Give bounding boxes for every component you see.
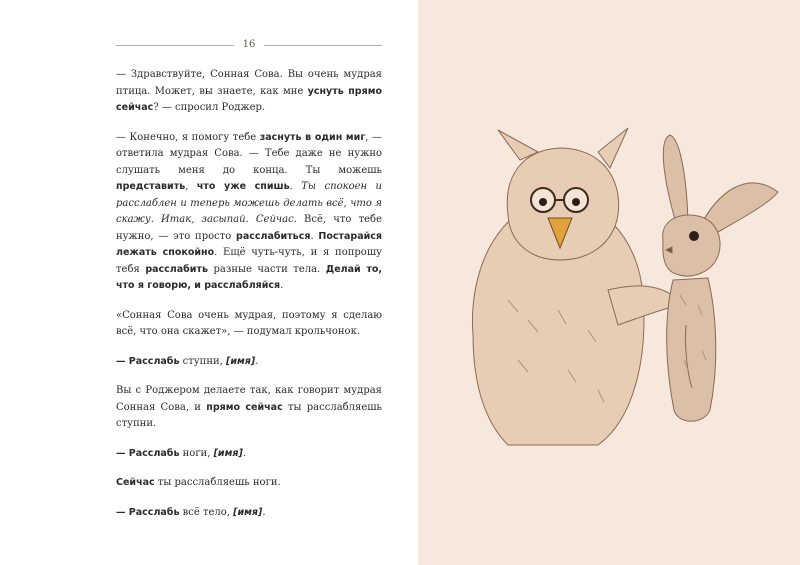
text-run: . [289,181,302,192]
text-run: ты расслабляешь ступни. [116,401,383,429]
bold-text: прямо сейчас [206,401,283,413]
text-run: разные части тела. [207,263,326,275]
bold-text: расслабить [145,263,208,275]
bold-italic-text: [имя] [226,355,256,367]
text-run: ты расслабляешь ноги. [154,477,281,488]
text-run: ? — спросил Роджер. [153,102,266,113]
text-run: Вы с Роджером делаете так, как говорит мудрая Сонная Сова, и [116,385,382,413]
bold-italic-text: [имя] [213,447,243,459]
rabbit-eye [689,231,699,241]
right-page [418,0,800,565]
text-run: — Здравствуйте, Сонная Сова. Вы очень мудрая птица. Может, вы знаете, как мне [116,69,382,97]
paragraph [116,308,382,341]
rabbit-body [667,278,716,421]
text-run: ступни, [179,355,227,367]
bold-text: — Расслабь [116,355,180,367]
owl-and-rabbit-illustration [448,120,798,450]
paragraph [116,505,382,522]
text-run: . [255,355,259,367]
text-run: . [280,280,284,291]
owl-figure [472,128,680,445]
text-run: всё тело, [179,506,234,518]
paragraph [116,383,382,433]
owl-eye-right [572,198,580,206]
owl-ear-right [598,128,628,168]
text-run: . [310,230,319,242]
text-run: — Конечно, я помогу тебе [116,131,260,143]
text-run: Всё, что тебе нужно, — это просто [116,214,382,242]
bold-text: — Расслабь [116,506,180,518]
text-run: . [242,447,246,459]
bold-text: уснуть прямо сейчас [116,85,382,113]
bold-text: — Расслабь [116,447,180,459]
rabbit-figure [663,135,778,421]
bold-text: представить [116,181,186,192]
paragraph [116,475,382,492]
italic-text: Ты спокоен и расслаблен и теперь можешь делать всё, что я скажу. Итак, засыпай. Сейчас. [116,181,382,225]
header-rule-right [264,45,382,46]
text-run: . [262,506,266,518]
text-run: ноги, [179,447,214,459]
bold-text: Сейчас [116,477,155,488]
bold-text: расслабиться [236,230,311,242]
rabbit-head [663,215,720,276]
text-run: . Ещё чуть-чуть, и я попрошу тебя [116,247,383,275]
paragraph [116,67,382,117]
paragraph [116,446,382,463]
text-run: , [185,181,197,192]
bold-text: Постарайся лежать спокойно [116,230,382,258]
bold-text: Делай то, что я говорю, и расслабляйся [116,263,382,291]
body-text [116,67,382,534]
bold-italic-text: [имя] [233,506,263,518]
page-header [116,37,382,53]
paragraph [116,130,382,295]
bold-text: что уже спишь [196,181,290,192]
page-number: 16 [242,39,256,50]
text-run: , — ответила мудрая Сова. — Тебе даже не нужно слушать меня до конца. Ты можешь [116,131,382,176]
paragraph [116,354,382,371]
text-run: «Сонная Сова очень мудрая, поэтому я сделаю всё, что она скажет», — подумал крольчонок. [116,309,382,337]
bold-text: заснуть в один миг [259,131,366,143]
owl-head [507,148,618,260]
owl-eye-left [539,198,547,206]
